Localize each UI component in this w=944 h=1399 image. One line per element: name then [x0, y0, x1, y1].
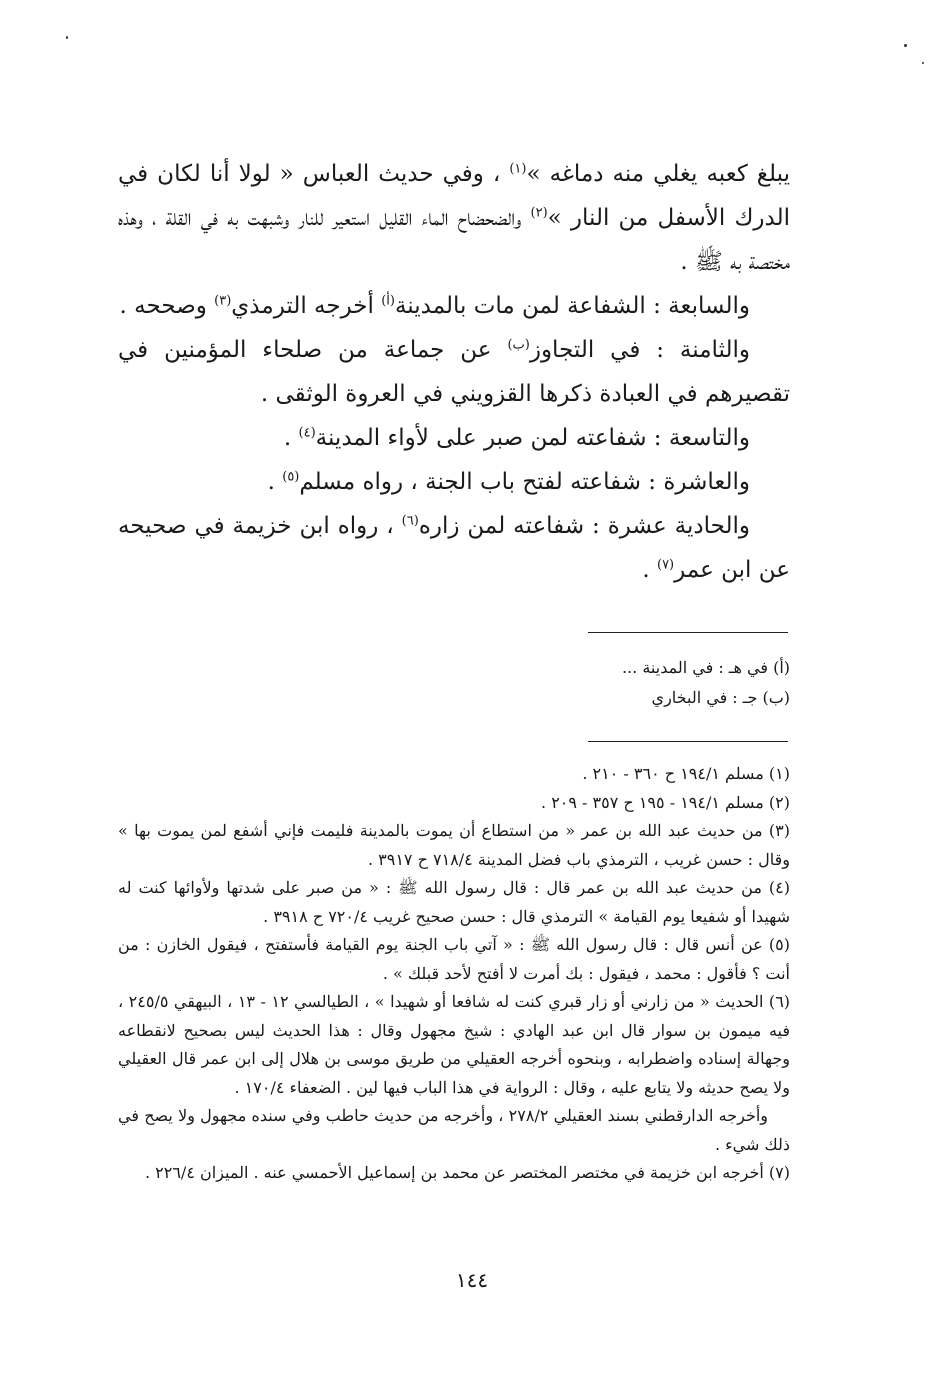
scan-speck: [904, 44, 907, 47]
footnote-2: (٢) مسلم ١٩٤/١ - ١٩٥ ح ٣٥٧ - ٢٠٩ .: [541, 792, 790, 812]
paragraph-6: [118, 504, 790, 592]
footnote-ref: (٦): [401, 513, 419, 529]
footnote-4: (٤) من حديث عبد الله بن عمر قال : قال رسول الله ﷺ : « من صبر على شدتها ولأوائها كنت له شهيدا أو شفيعا يوم القيامة » الترمذي قال : حسن صحيح غريب ٧٢٠/٤ ح ٣٩١٨ .: [118, 878, 790, 926]
text: أخرجه الترمذي: [231, 293, 382, 319]
footnote-3: (٣) من حديث عبد الله بن عمر « من استطاع أن يموت بالمدينة فليمت فإني أشفع لمن يموت بها » وقال : حسن غريب ، الترمذي باب فضل المدينة ٧١٨/٤ ح ٣٩١٧ .: [118, 821, 791, 869]
text: والضحضاح الماء القليل استعير للنار وشبهت به في القلة ، وهذه مختصة به ﷺ .: [118, 205, 790, 275]
text: .: [283, 425, 299, 451]
text: ، رواه ابن خزيمة في صحيحه عن ابن عمر: [118, 513, 790, 583]
footnotes-separator: [588, 741, 788, 742]
text: يبلغ كعبه يغلي منه دماغه »: [526, 161, 790, 187]
variants-separator: [588, 632, 788, 633]
footnote-7: (٧) أخرجه ابن خزيمة في مختصر المختصر عن محمد بن إسماعيل الأحمسي عنه . الميزان ٢٢٦/٤ .: [144, 1163, 790, 1182]
main-text: [118, 152, 790, 592]
variant-ref: (ب): [507, 337, 530, 353]
variant-note: (ب) جـ : في البخاري: [651, 688, 790, 707]
footnote-ref: (٣): [214, 293, 232, 309]
text: عن جماعة من صلحاء المؤمنين في تقصيرهم في العبادة ذكرها القزويني في العروة الوثقى .: [118, 337, 790, 407]
text: والثامنة : في التجاوز: [529, 337, 750, 363]
footnote-ref: (٥): [282, 469, 300, 485]
text: والحادية عشرة : شفاعته لمن زاره: [418, 513, 750, 539]
footnotes: [118, 760, 790, 1188]
text: والعاشرة : شفاعته لفتح باب الجنة ، رواه مسلم: [299, 469, 750, 495]
text: والتاسعة : شفاعته لمن صبر على لأواء المدينة: [315, 425, 750, 451]
footnote-6-continued: وأخرجه الدارقطني بسند العقيلي ٢٧٨/٢ ، وأخرجه من حديث حاطب وفي سنده مجهول ولا يصح في ذلك شيء .: [118, 1106, 790, 1154]
text: .: [267, 469, 283, 495]
text: والسابعة : الشفاعة لمن مات بالمدينة: [394, 293, 750, 319]
paragraph-3: [118, 328, 790, 416]
text: ، وفي حديث العباس « لولا أنا لكان في الدرك الأسفل من النار »: [118, 161, 790, 231]
footnote-ref: (٤): [298, 425, 316, 441]
paragraph-5: [118, 460, 790, 504]
page-number: ١٤٤: [455, 1268, 489, 1292]
paragraph-4: [118, 416, 790, 460]
footnote-1: (١) مسلم ١٩٤/١ ح ٣٦٠ - ٢١٠ .: [582, 764, 790, 783]
footnote-6: (٦) الحديث « من زارني أو زار قبري كنت له شافعا أو شهيدا » ، الطيالسي ١٢ - ١٣ ، البيهقي ٢٤٥/٥ ، فيه ميمون بن سوار قال ابن عبد الهادي : شيخ مجهول وقال : هذا الحديث ليس بصحيح لانقطاعه وجهالة إسناده واضطرابه ، وبنحوه أخرجه العقيلي من طريق موسى بن هلال إلى ابن عمر قال العقيلي ولا يصح حديثه ولا يتابع عليه ، وقال : الرواية في هذا الباب فيها لين . الضعفاء ١٧٠/٤ .: [118, 992, 791, 1097]
scan-speck: [922, 62, 924, 64]
text: .: [642, 557, 657, 583]
footnote-ref: (١): [509, 161, 527, 177]
footnote-ref: (٢): [530, 205, 548, 221]
text: وصححه .: [119, 293, 215, 319]
variant-notes: [118, 653, 790, 713]
scan-speck: [66, 36, 68, 39]
variant-ref: (أ): [381, 293, 395, 309]
variant-note: (أ) في هـ : في المدينة ...: [621, 658, 790, 677]
footnote-ref: (٧): [656, 557, 675, 573]
footnote-5: (٥) عن أنس قال : قال رسول الله ﷺ : « آتي باب الجنة يوم القيامة فأستفتح ، فيقول الخازن : من أنت ؟ فأقول : محمد ، فيقول : بك أمرت لا أفتح لأحد قبلك » .: [118, 935, 790, 983]
paragraph-1: [118, 152, 790, 284]
paragraph-2: [118, 284, 790, 328]
